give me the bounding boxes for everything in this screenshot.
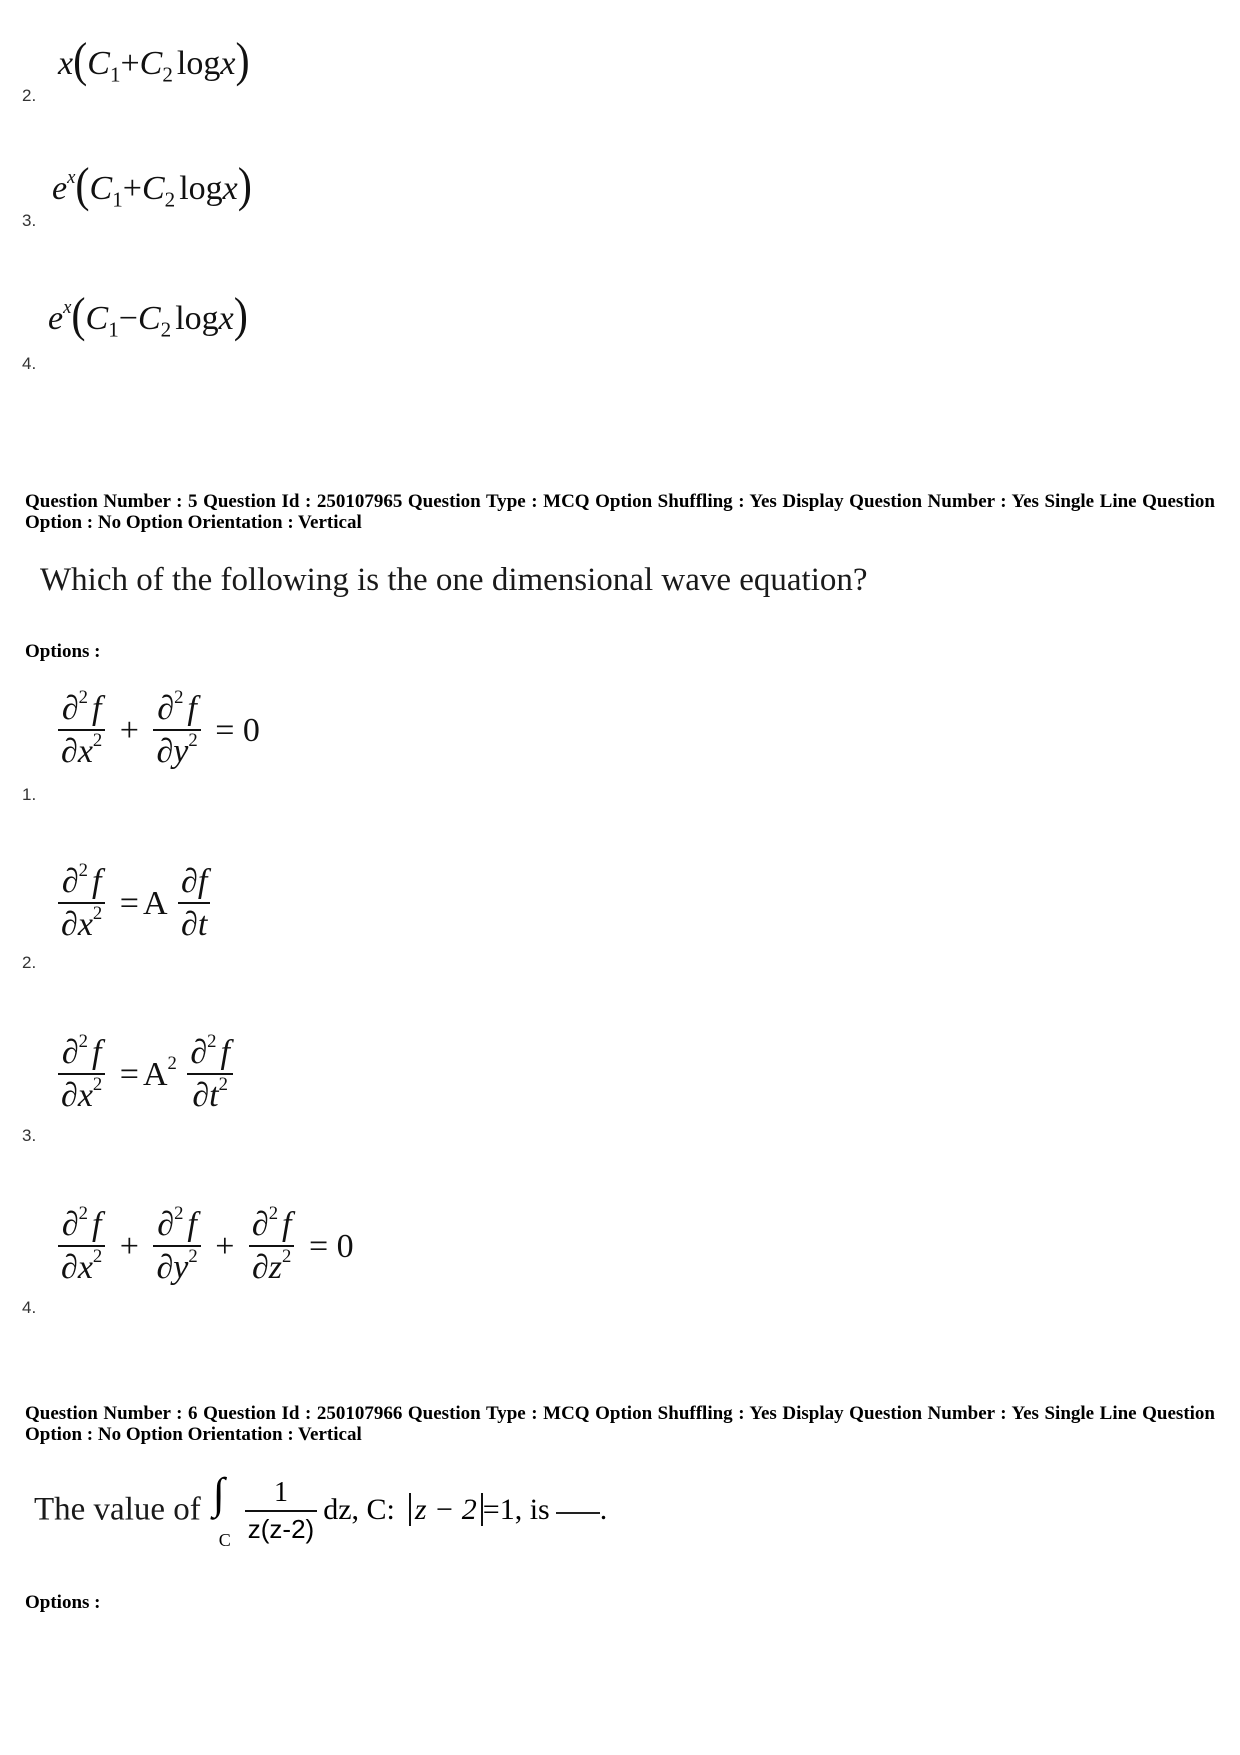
option-2-expression: $x(C_1+C_2$ logx) — [58, 33, 250, 88]
option-number: 4. — [22, 354, 37, 373]
question-5-options-label: Options : — [25, 641, 101, 662]
question-6-options-label: Options : — [25, 1592, 101, 1613]
option-number: 3. — [22, 1126, 37, 1145]
fraction: $\frac{\partial^2 f}{\partial y^2}$ — [153, 1208, 200, 1285]
fraction: $\frac{\partial^2 f}{\partial x^2}$ — [58, 692, 105, 769]
fraction: $\frac{\partial^2 f}{\partial x^2}$ — [58, 865, 105, 942]
option-number: 1. — [22, 785, 37, 804]
q5-option-1-expression: $\frac{\partial^2 f}{\partial x^2}$ + $\frac{\partial^2 f}{\partial y^2}$ = 0 — [56, 692, 264, 769]
option-4-expression: $e^x(C_1-C_2$ logx) — [48, 288, 248, 343]
question-6-text: The value of ∫ C $\frac{1}{z(z-2)}$ dz, C: z − 2 =1, is . — [34, 1469, 608, 1550]
fraction: $\frac{\partial^2 f}{\partial z^2}$ — [249, 1208, 295, 1285]
q5-option-3-expression: $\frac{\partial^2 f}{\partial x^2}$ = $A^2$ $\frac{\partial^2 f}{\partial t^2}$ — [56, 1036, 235, 1113]
option-3-expression: $e^x(C_1+C_2$ logx) — [52, 158, 252, 213]
q5-option-2-expression: $\frac{\partial^2 f}{\partial x^2}$ = A $\frac{\partial f}{\partial t}$ — [56, 865, 212, 942]
option-number: 3. — [22, 211, 37, 230]
question-6-header: Question Number : 6 Question Id : 250107966 Question Type : MCQ Option Shuffling : Yes Display Question Number : Yes Single Line Question Option : No Option Orientation : Vertical — [25, 1403, 1215, 1445]
q5-option-4-expression: $\frac{\partial^2 f}{\partial x^2}$ + $\frac{\partial^2 f}{\partial y^2}$ + $\frac{\partial^2 f}{\partial z^2}$ = 0 — [56, 1208, 358, 1285]
fraction: $\frac{\partial^2 f}{\partial x^2}$ — [58, 1208, 105, 1285]
fraction: $\frac{\partial^2 f}{\partial y^2}$ — [153, 692, 200, 769]
option-number: 2. — [22, 86, 37, 105]
fraction: $\frac{\partial^2 f}{\partial t^2}$ — [187, 1036, 233, 1113]
fraction: $\frac{1}{z(z-2)}$ — [245, 1479, 317, 1542]
question-5-header: Question Number : 5 Question Id : 250107965 Question Type : MCQ Option Shuffling : Yes Display Question Number : Yes Single Line Question Option : No Option Orientation : Vertical — [25, 491, 1215, 533]
question-5-text: Which of the following is the one dimensional wave equation? — [40, 562, 868, 598]
answer-blank — [556, 1492, 600, 1514]
integral-sign: ∫ C — [212, 1469, 231, 1550]
option-number: 4. — [22, 1298, 37, 1317]
option-number: 2. — [22, 953, 37, 972]
fraction: $\frac{\partial f}{\partial t}$ — [178, 865, 210, 942]
fraction: $\frac{\partial^2 f}{\partial x^2}$ — [58, 1036, 105, 1113]
